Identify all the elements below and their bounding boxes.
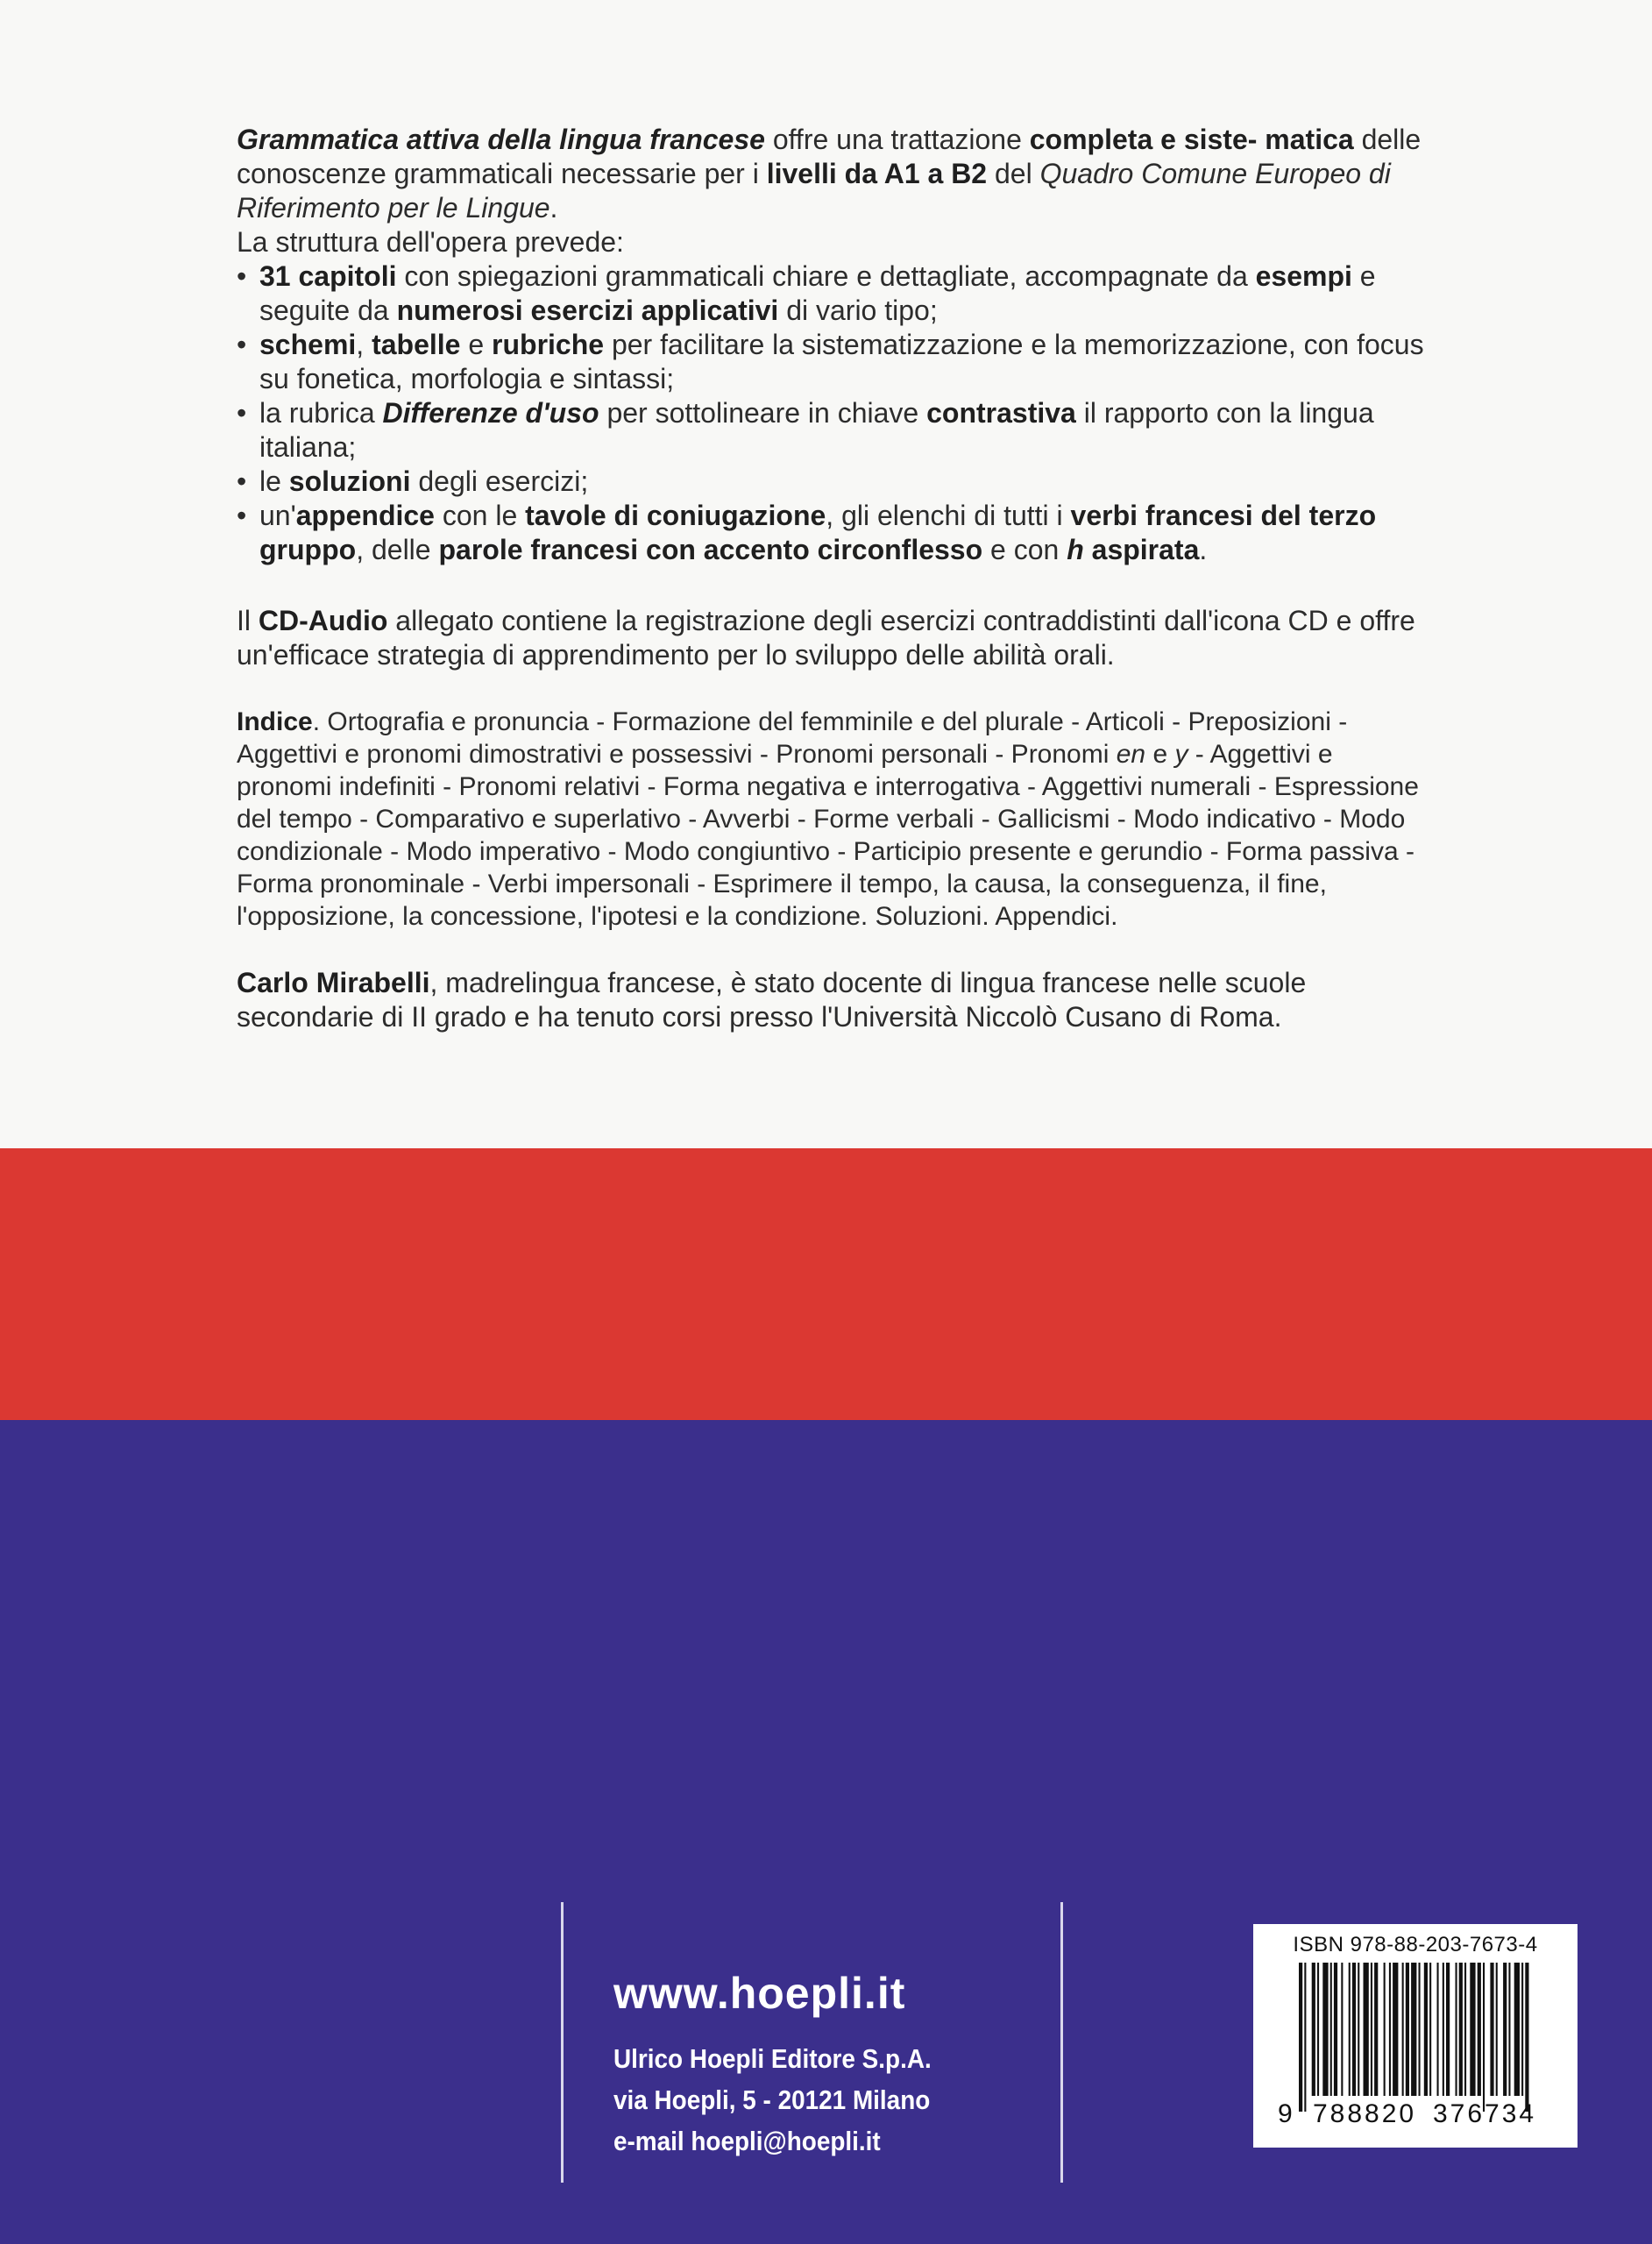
barcode-bar <box>1349 1963 1351 2096</box>
barcode-bar <box>1411 1963 1416 2096</box>
barcode-bar <box>1334 1963 1337 2096</box>
barcode-bar <box>1470 1963 1475 2096</box>
barcode-bar <box>1483 1963 1485 2112</box>
barcode-bar <box>1429 1963 1431 2096</box>
barcode-bar <box>1478 1963 1481 2096</box>
barcode-icon <box>1299 1963 1535 2112</box>
barcode-bar <box>1341 1963 1343 2096</box>
list-item: • la rubrica Differenze d'uso per sottolineare in chiave contrastiva il rapporto con la lingua italiana; <box>237 396 1424 465</box>
barcode-bar <box>1443 1963 1444 2096</box>
back-cover-text <box>237 123 1424 1034</box>
index-paragraph: Indice. Ortografia e pronuncia - Formazione del femminile e del plurale - Articoli - Preposizioni - Aggettivi e pronomi dimostrativi e possessivi - Pronomi personali - Pronomi en e y - Aggettivi e pronomi indefiniti - Pronomi relativi - Forma negativa e interrogativa - Aggettivi numerali - Espressione del tempo - Comparativo e superlativo - Avverbi - Forme verbali - Gallicismi - Modo indicativo - Modo condizionale - Modo imperativo - Modo congiuntivo - Participio presente e gerundio - Forma passiva - Forma pronominale - Verbi impersonali - Esprimere il tempo, la causa, la conseguenza, il fine, l'opposizione, la concessione, l'ipotesi e la condizione. Soluzioni. Appendici. <box>237 707 1419 931</box>
barcode-bar <box>1374 1963 1378 2096</box>
barcode-bar <box>1312 1963 1315 2096</box>
barcode-bar <box>1424 1963 1428 2096</box>
barcode-bar <box>1389 1963 1391 2096</box>
structure-lead: La struttura dell'opera prevede: <box>237 226 624 258</box>
list-item: • un'appendice con le tavole di coniugazione, gli elenchi di tutti i verbi francesi del terzo gruppo, delle parole francesi con accento circonflesso e con h aspirata. <box>237 499 1424 567</box>
barcode-bar <box>1514 1963 1520 2096</box>
barcode-bar <box>1459 1963 1463 2096</box>
barcode-bar <box>1371 1963 1372 2096</box>
barcode-bar <box>1525 1963 1528 2112</box>
barcode-bar <box>1317 1963 1319 2096</box>
structure-list <box>237 259 1424 567</box>
isbn-label: ISBN 978-88-203-7673-4 <box>1293 1933 1538 1956</box>
barcode-bar <box>1304 1963 1306 2112</box>
red-stripe <box>0 1148 1652 1420</box>
barcode-bar <box>1393 1963 1398 2096</box>
barcode-bar <box>1437 1963 1439 2096</box>
cd-audio-paragraph: Il CD-Audio allegato contiene la registrazione degli esercizi contraddistinti dall'icona CD e offre un'efficace strategia di apprendimento per lo sviluppo delle abilità orali. <box>237 605 1415 671</box>
list-item: • schemi, tabelle e rubriche per facilitare la sistematizzazione e la memorizzazione, con focus su fonetica, morfologia e sintassi; <box>237 328 1424 396</box>
intro-paragraph: Grammatica attiva della lingua francese offre una trattazione completa e siste- matica delle conoscenze grammaticali necessarie per i livelli da A1 a B2 del Quadro Comune Europeo di Riferimento per le Lingue. <box>237 124 1422 224</box>
barcode-bar <box>1299 1963 1302 2112</box>
barcode-bar <box>1508 1963 1510 2096</box>
barcode-bar <box>1402 1963 1404 2096</box>
divider-right <box>1060 1902 1063 2183</box>
ean-group-left: 788820 <box>1313 2099 1417 2128</box>
barcode-box <box>1253 1924 1578 2148</box>
barcode-bar <box>1490 1963 1493 2096</box>
list-item: • le soluzioni degli esercizi; <box>237 465 1424 499</box>
barcode-bar <box>1419 1963 1421 2096</box>
ean-group-right: 376734 <box>1433 2099 1537 2128</box>
barcode-bar <box>1464 1963 1466 2096</box>
publisher-address: via Hoepli, 5 - 20121 Milano <box>613 2084 931 2115</box>
barcode-bar <box>1446 1963 1450 2096</box>
barcode-bar <box>1406 1963 1409 2096</box>
author-paragraph: Carlo Mirabelli, madrelingua francese, è stato docente di lingua francese nelle scuole secondarie di II grado e ha tenuto corsi presso l'Università Niccolò Cusano di Roma. <box>237 967 1307 1033</box>
publisher-name: Ulrico Hoepli Editore S.p.A. <box>613 2043 932 2074</box>
barcode-bar <box>1456 1963 1457 2096</box>
list-item: • 31 capitoli con spiegazioni grammaticali chiare e dettagliate, accompagnate da esempi e seguite da numerosi esercizi applicativi di vario tipo; <box>237 259 1424 328</box>
barcode-bar <box>1352 1963 1356 2096</box>
barcode-bar <box>1358 1963 1359 2096</box>
ean-digit-first: 9 <box>1278 2099 1293 2128</box>
publisher-info <box>613 1968 967 2162</box>
barcode-bar <box>1322 1963 1328 2096</box>
divider-left <box>561 1902 564 2183</box>
publisher-email: e-mail hoepli@hoepli.it <box>613 2126 881 2156</box>
book-title: Grammatica attiva della lingua francese <box>237 124 765 155</box>
barcode-bar <box>1503 1963 1507 2096</box>
publisher-website: www.hoepli.it <box>613 1969 906 2018</box>
barcode-bar <box>1330 1963 1332 2096</box>
barcode-bar <box>1364 1963 1369 2096</box>
barcode-bar <box>1384 1963 1386 2096</box>
barcode-bar <box>1521 1963 1523 2096</box>
barcode-bar <box>1496 1963 1498 2096</box>
author-name: Carlo Mirabelli <box>237 967 430 998</box>
